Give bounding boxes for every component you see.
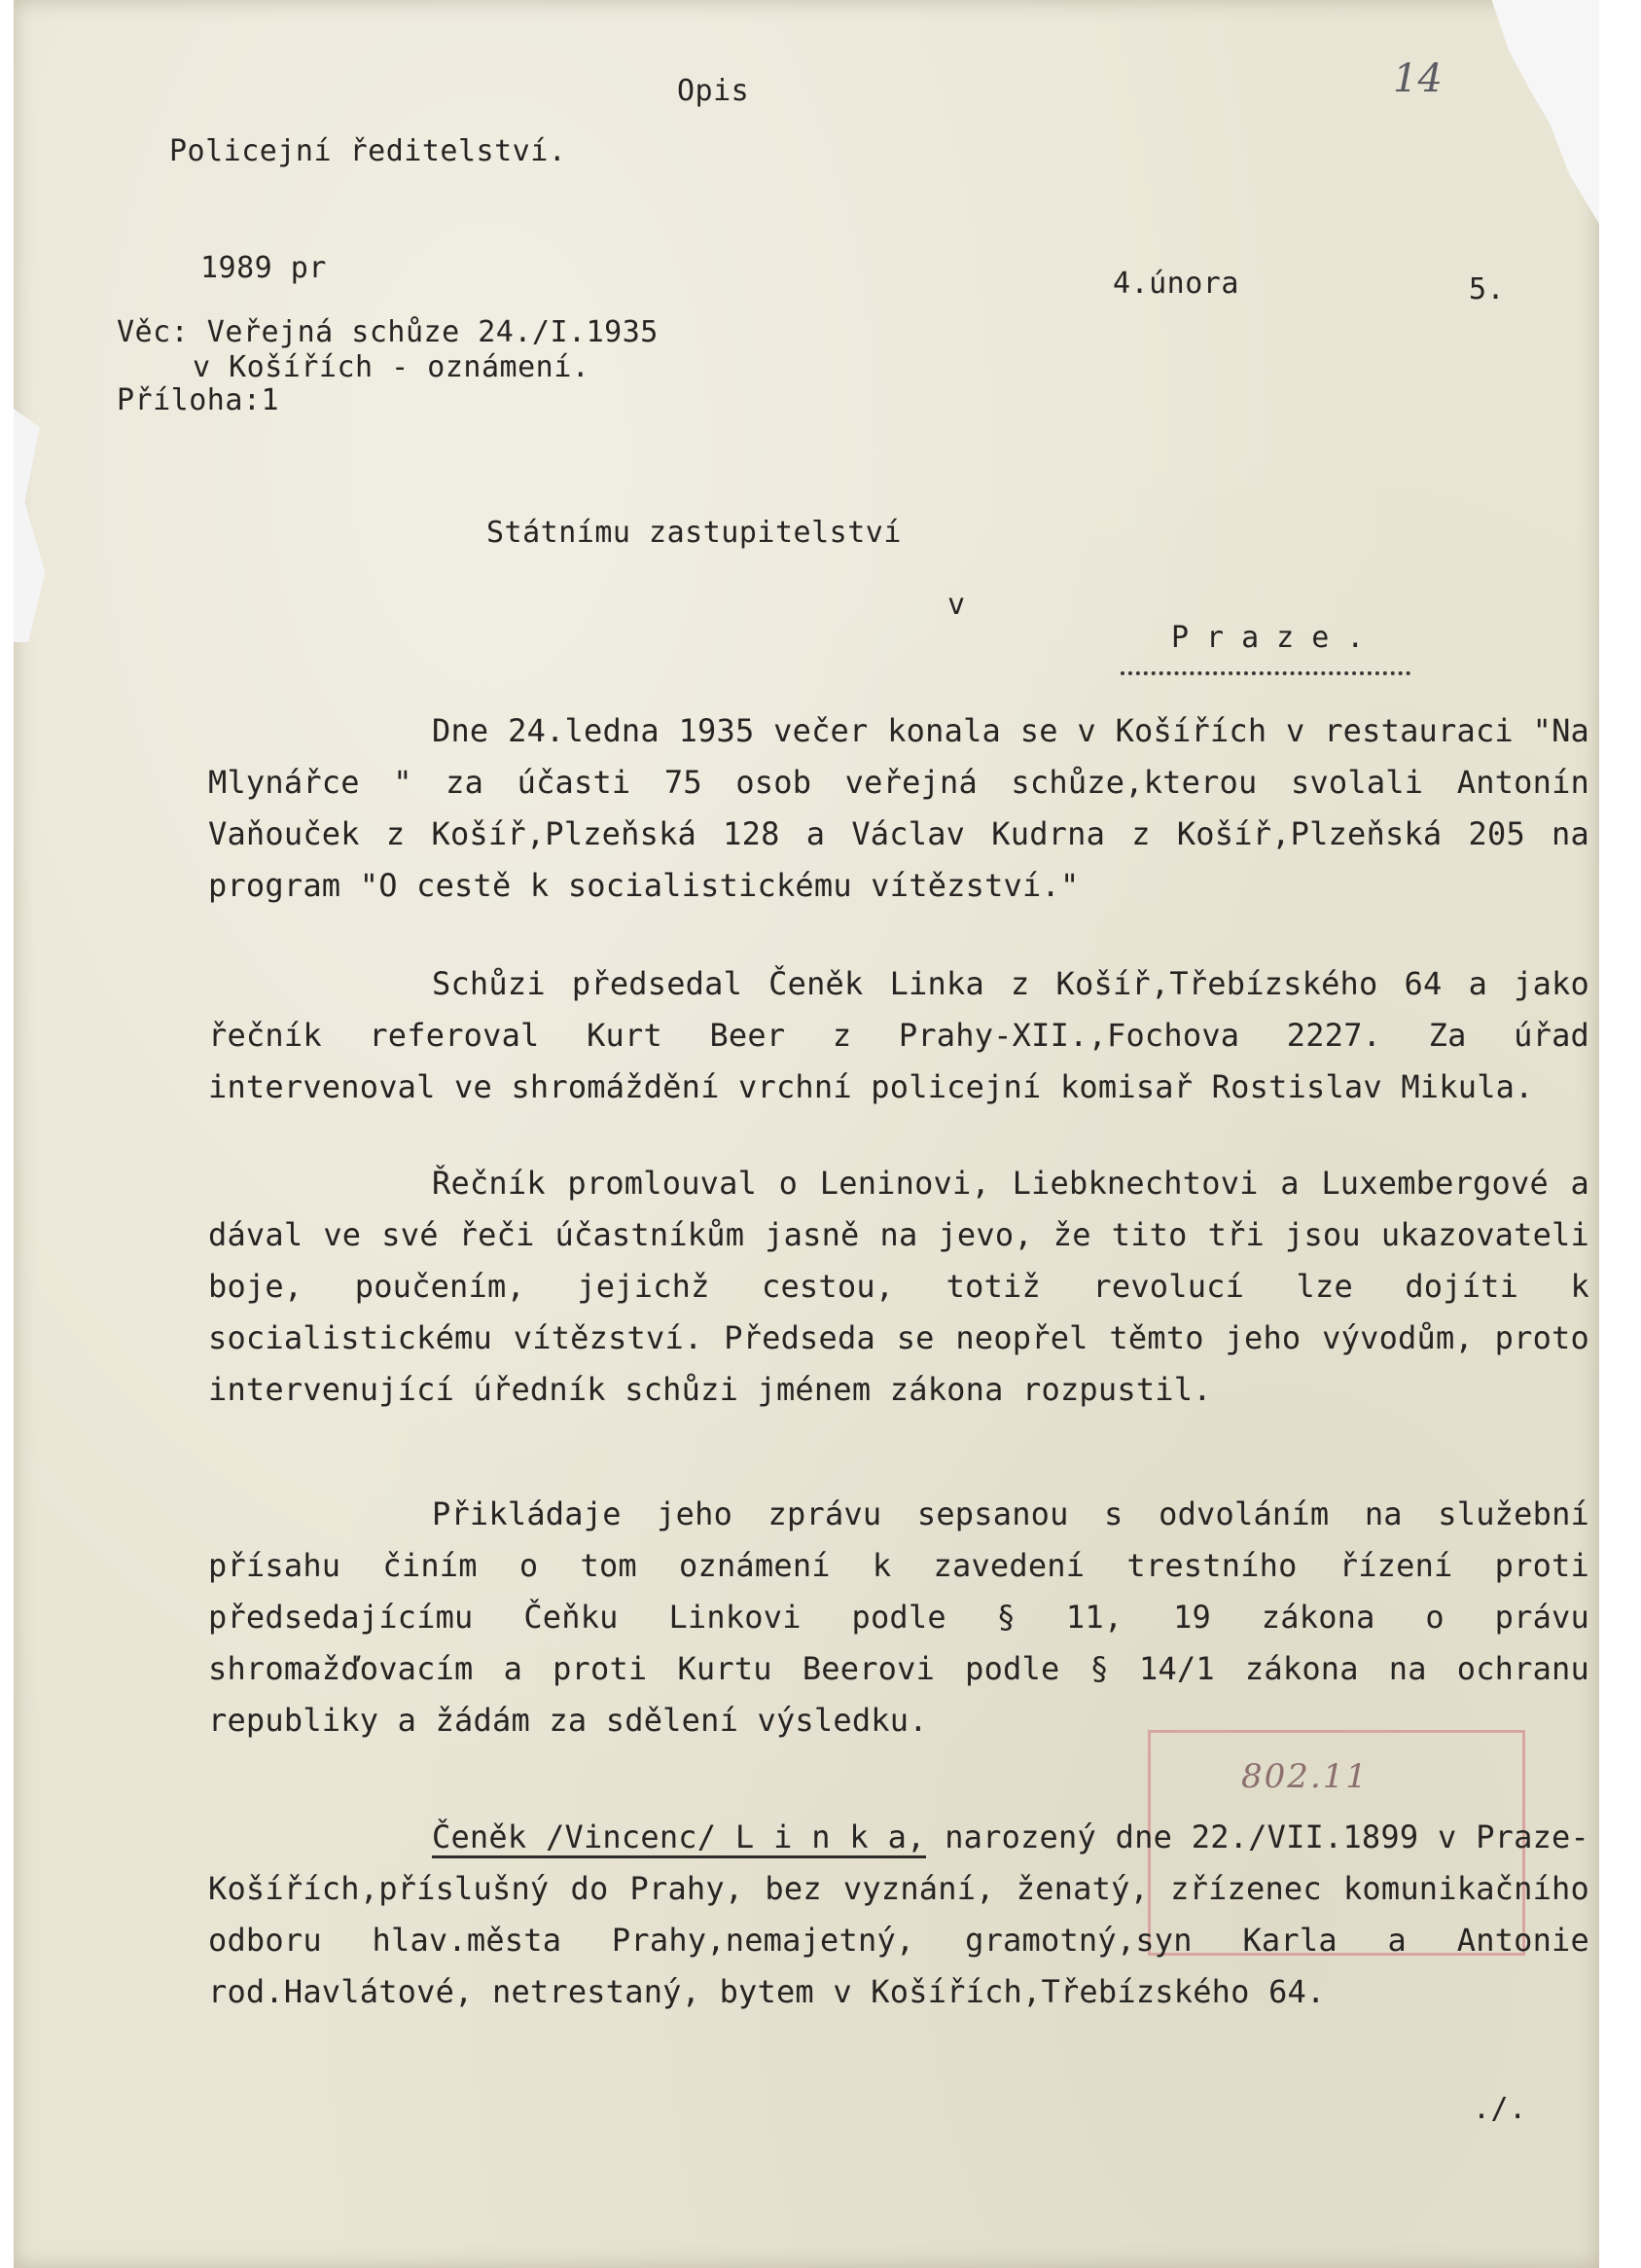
person-details: narozený dne 22./VII.1899 v Praze-Košířích,příslušný do Prahy, bez vyznání, ženatý, zřízenec komunikačního odboru hlav.města Prahy,nemajetný, gramotný,syn Karla a Antonie rod.Havlátové, netrestaný, bytem v Košířích,Třebízského 64. <box>208 1818 1589 2010</box>
recipient-city: Praze. <box>1171 621 1382 655</box>
subject-line-continued: v Košířích - oznámení. <box>193 350 590 384</box>
paragraph-meeting: Dne 24.ledna 1935 večer konala se v Košířích v restauraci "Na Mlynářce " za účasti 75 osob veřejná schůze,kterou svolali Antonín Vaňouček z Košíř,Plzeňská 128 a Václav Kudrna z Košíř,Plzeňská 205 na program "O cestě k socialistickému vítězství." <box>208 712 1589 904</box>
recipient-preposition: v <box>947 588 966 622</box>
attachment-note: Příloha:1 <box>117 383 280 417</box>
recipient-office: Státnímu zastupitelství <box>486 516 902 550</box>
worn-edge <box>14 409 51 642</box>
stamp-number: 802.11 <box>1241 1757 1369 1796</box>
personal-record <box>208 1812 1589 2018</box>
document-date: 4.února <box>1113 267 1239 301</box>
paragraph-report: Přikládaje jeho zprávu sepsanou s odvoláním na služební přísahu činím o tom oznámení k zavedení trestního řízení proti předsedajícímu Čeňku Linkovi podle § 11, 19 zákona o právu shromažďovacím a proti Kurtu Beerovi podle § 14/1 zákona na ochranu republiky a žádám za sdělení výsledku. <box>208 1495 1589 1739</box>
person-name: Čeněk /Vincenc/ L i n k a, <box>432 1818 926 1858</box>
year-suffix: 5. <box>1469 272 1506 306</box>
paragraph-speech: Řečník promlouval o Leninovi, Liebknechtovi a Luxembergové a dával ve své řeči účastníkům jasně na jevo, že tito tři jsou ukazovateli boje, poučením, jejichž cestou, totiž revolucí lze dojíti k socialistickému vítězství. Předseda se neopřel těmto jeho vývodům, proto intervenující úředník schůzi jménem zákona rozpustil. <box>208 1165 1589 1408</box>
folio-number: 14 <box>1393 56 1443 101</box>
torn-corner <box>1434 0 1599 224</box>
paragraph-chair: Schůzi předsedal Čeněk Linka z Košíř,Třebízského 64 a jako řečník referoval Kurt Beer z Prahy-XII.,Fochova 2227. Za úřad intervenoval ve shromáždění vrchní policejní komisař Rostislav Mikula. <box>208 965 1589 1105</box>
continuation-mark: ./. <box>1473 2092 1527 2126</box>
issuing-office: Policejní ředitelství. <box>169 134 567 168</box>
document-page <box>14 0 1599 2268</box>
city-underline <box>1121 671 1410 675</box>
document-heading: Opis <box>677 74 750 108</box>
subject-line: Věc: Veřejná schůze 24./I.1935 <box>117 315 659 349</box>
reference-number: 1989 pr <box>200 251 327 285</box>
